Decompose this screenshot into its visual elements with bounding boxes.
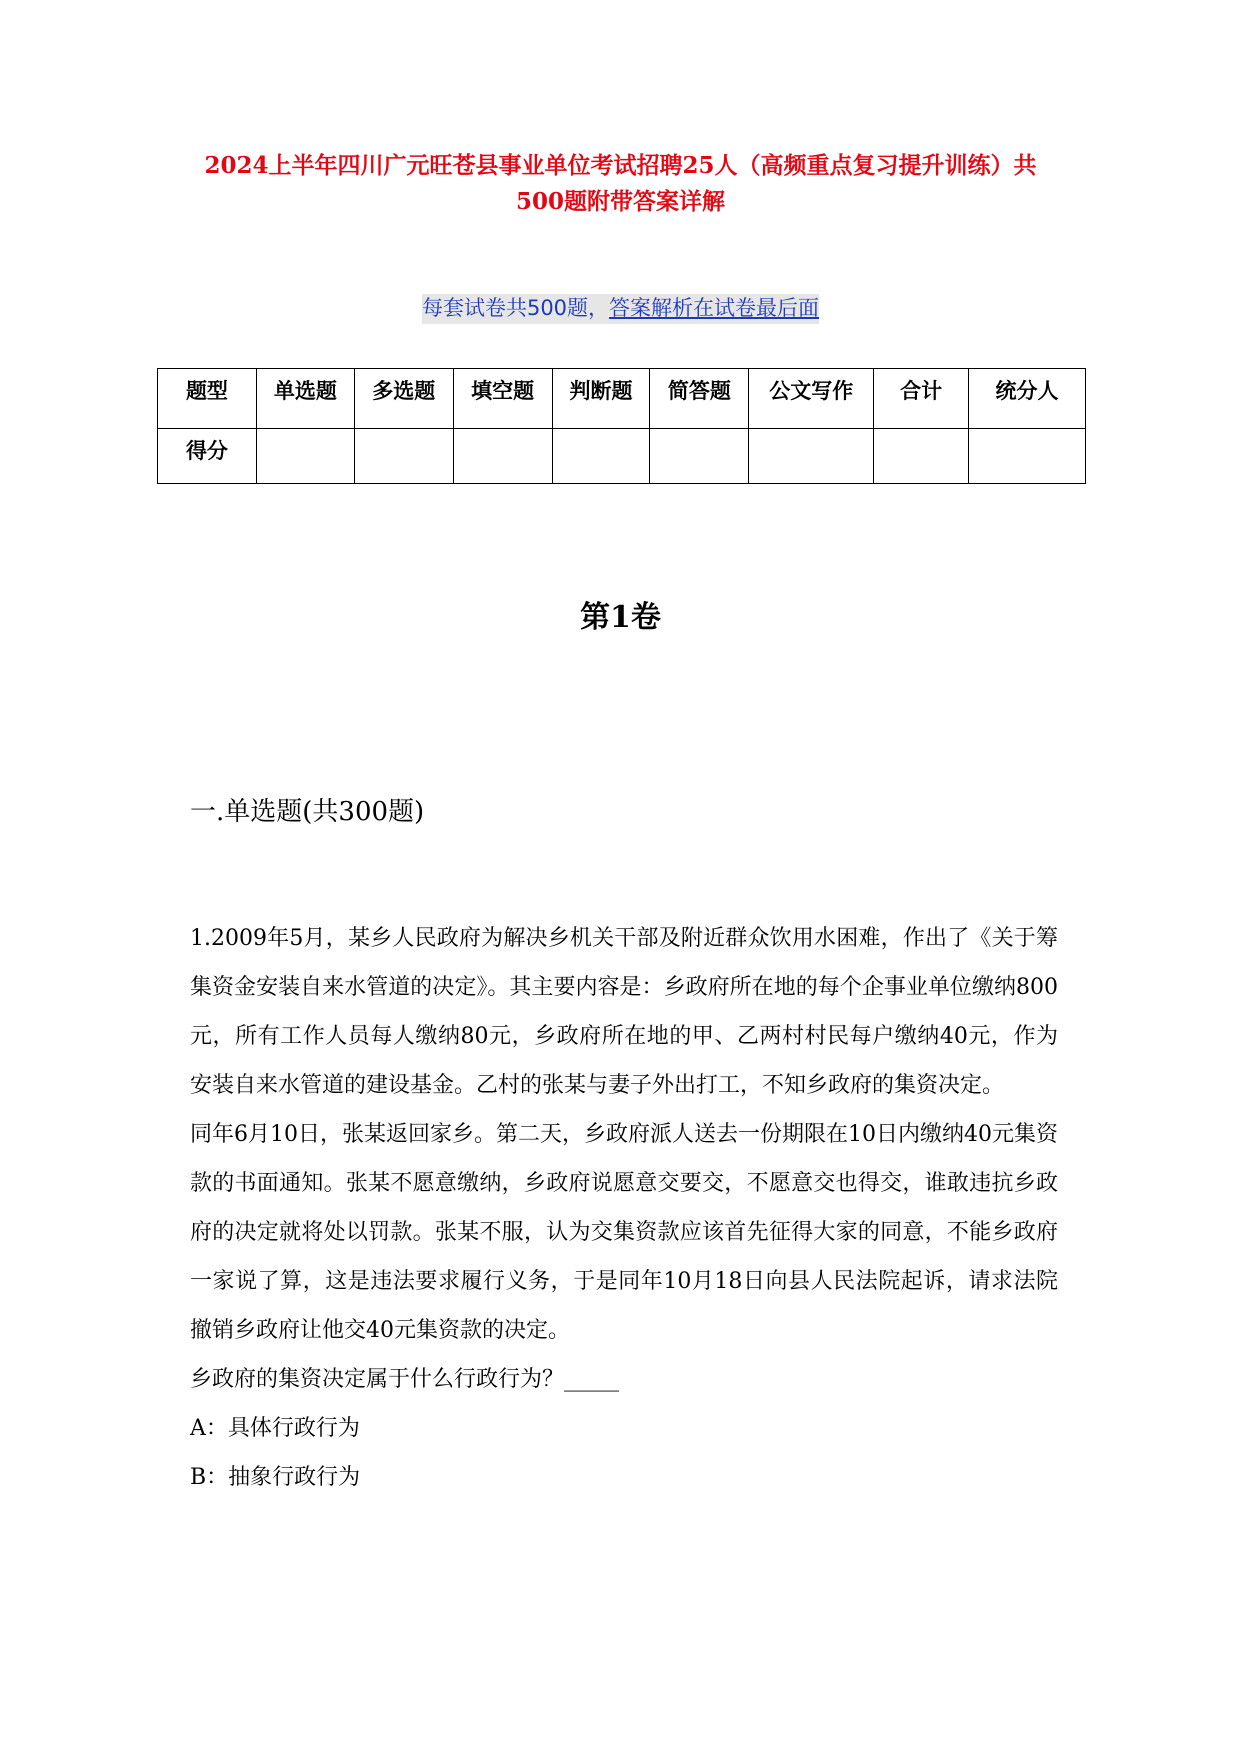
question-paragraph: 1.2009年5月，某乡人民政府为解决乡机关干部及附近群众饮用水困难，作出了《关于筹集资金安装自来水管道的决定》。其主要内容是：乡政府所在地的每个企事业单位缴纳800元，所有工作人员每人缴纳80元，乡政府所在地的甲、乙两村村民每户缴纳40元，作为安装自来水管道的建设基金。乙村的张某与妻子外出打工，不知乡政府的集资决定。 [190, 926, 1058, 1098]
score-cell [256, 429, 354, 484]
subtitle-part2: 答案解析在试卷最后面 [609, 294, 819, 324]
question-paragraph: 同年6月10日，张某返回家乡。第二天，乡政府派人送去一份期限在10日内缴纳40元集资款的书面通知。张某不愿意缴纳，乡政府说愿意交要交，不愿意交也得交，谁敢违抗乡政府的决定就将处以罚款。张某不服，认为交集资款应该首先征得大家的同意，不能乡政府一家说了算，这是违法要求履行义务，于是同年10月18日向县人民法院起诉，请求法院撤销乡政府让他交40元集资款的决定。 [190, 1122, 1058, 1343]
question-prompt: 乡政府的集资决定属于什么行政行为？_____ [190, 1367, 620, 1392]
score-cell [453, 429, 552, 484]
question-1 [190, 914, 1058, 1502]
subtitle-part1: 每套试卷共500题， [422, 294, 609, 324]
header-cell-scorer: 统分人 [969, 369, 1086, 429]
header-cell-official-writing: 公文写作 [749, 369, 874, 429]
header-cell-multi-choice: 多选题 [354, 369, 453, 429]
section-title: 一.单选题(共300题) [190, 797, 425, 827]
score-table-score-row [158, 429, 1086, 484]
document-title: 2024上半年四川广元旺苍县事业单位考试招聘25人（高频重点复习提升训练）共500题附带答案详解 [204, 152, 1037, 215]
header-cell-total: 合计 [874, 369, 969, 429]
header-cell-true-false: 判断题 [552, 369, 650, 429]
header-cell-single-choice: 单选题 [256, 369, 354, 429]
score-cell [552, 429, 650, 484]
score-table [157, 368, 1086, 484]
score-label-cell: 得分 [158, 429, 257, 484]
score-cell [354, 429, 453, 484]
score-table-header-row [158, 369, 1086, 429]
header-cell-short-answer: 简答题 [650, 369, 749, 429]
score-cell [650, 429, 749, 484]
option-a: A：具体行政行为 [190, 1416, 360, 1441]
option-b: B：抽象行政行为 [190, 1465, 361, 1490]
subtitle [0, 292, 1241, 324]
score-cell [749, 429, 874, 484]
volume-title: 第1卷 [580, 600, 661, 635]
score-cell [969, 429, 1086, 484]
header-cell-type: 题型 [158, 369, 257, 429]
score-cell [874, 429, 969, 484]
header-cell-fill-blank: 填空题 [453, 369, 552, 429]
